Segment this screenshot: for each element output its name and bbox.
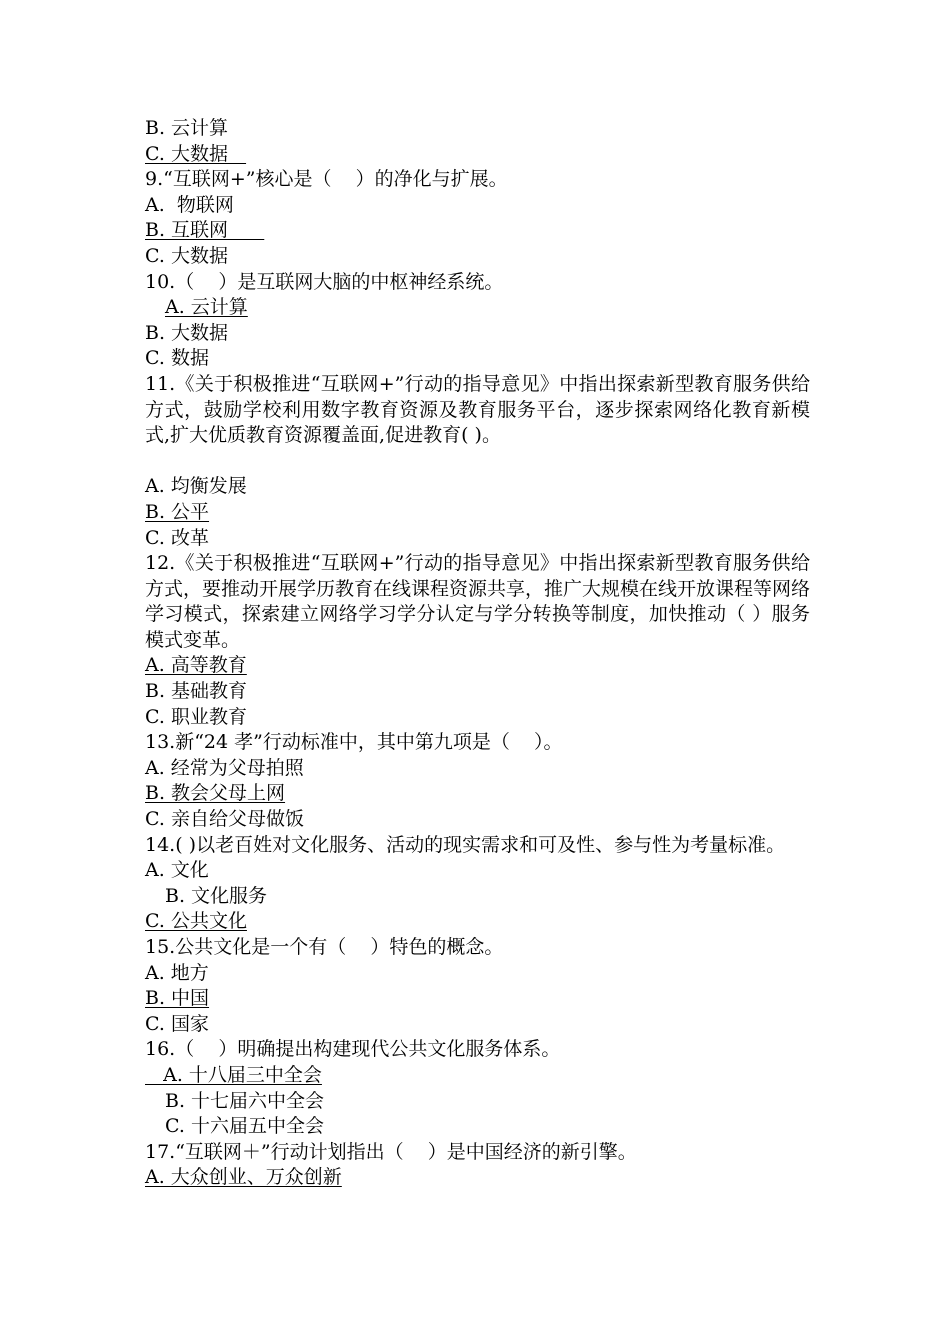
q10-option-b: B. 大数据 [145, 321, 229, 344]
q12-option-c: C. 职业教育 [145, 705, 247, 728]
q9-option-b-answer: B. 互联网 [145, 219, 265, 242]
q8-option-c-answer: C. 大数据 [145, 142, 247, 165]
q11-option-a: A. 均衡发展 [145, 475, 247, 498]
q14-stem: 14.( )以老百姓对文化服务、活动的现实需求和可及性、参与性为考量标准。 [145, 833, 786, 856]
q11-option-b-answer: B. 公平 [145, 500, 210, 523]
q11-option-c: C. 改革 [145, 526, 209, 549]
q9-stem: 9.“互联网+”核心是（ ）的净化与扩展。 [145, 168, 508, 191]
blank-line [145, 449, 810, 475]
q14-option-a: A. 文化 [145, 859, 209, 882]
q10-option-a-answer: A. 云计算 [165, 296, 248, 319]
q17-stem: 17.“互联网＋”行动计划指出（ ）是中国经济的新引擎。 [145, 1140, 637, 1163]
q12-stem: 12.《关于积极推进“互联网+”行动的指导意见》中指出探索新型教育服务供给方式，要推动开展学历教育在线课程资源共享，推广大规模在线开放课程等网络学习模式，探索建立网络学习学分认定与学分转换等制度，加快推动（ ）服务模式变革。 [145, 552, 811, 651]
q15-option-b-answer: B. 中国 [145, 987, 210, 1010]
q13-option-a: A. 经常为父母拍照 [145, 756, 304, 779]
q16-option-b: B. 十七届六中全会 [165, 1089, 325, 1112]
q13-option-c: C. 亲自给父母做饭 [145, 808, 304, 831]
q12-option-b: B. 基础教育 [145, 680, 248, 703]
q9-option-a: A. 物联网 [145, 193, 234, 216]
q10-option-c: C. 数据 [145, 347, 209, 370]
question-list [145, 116, 810, 1191]
q17-option-a-answer: A. 大众创业、万众创新 [145, 1166, 342, 1189]
q12-option-a-answer: A. 高等教育 [145, 654, 247, 677]
q13-option-b-answer: B. 教会父母上网 [145, 782, 286, 805]
q14-option-b: B. 文化服务 [165, 884, 268, 907]
q16-stem: 16.（ ）明确提出构建现代公共文化服务体系。 [145, 1038, 561, 1061]
q15-option-c: C. 国家 [145, 1012, 209, 1035]
q8-option-b: B. 云计算 [145, 117, 229, 139]
q13-stem: 13.新“24 孝”行动标准中，其中第九项是（ ）。 [145, 731, 563, 754]
q15-stem: 15.公共文化是一个有（ ）特色的概念。 [145, 936, 504, 958]
q10-stem: 10.（ ）是互联网大脑的中枢神经系统。 [145, 270, 504, 293]
q9-option-c: C. 大数据 [145, 244, 228, 267]
q15-option-a: A. 地方 [145, 961, 209, 984]
q16-option-a-answer: A. 十八届三中全会 [145, 1063, 322, 1086]
q11-stem: 11.《关于积极推进“互联网+”行动的指导意见》中指出探索新型教育服务供给方式，鼓励学校利用数字教育资源及教育服务平台，逐步探索网络化教育新模式,扩大优质教育资源覆盖面,促进教育( )。 [145, 372, 810, 447]
q16-option-c: C. 十六届五中全会 [165, 1115, 324, 1138]
q14-option-c-answer: C. 公共文化 [145, 910, 247, 933]
